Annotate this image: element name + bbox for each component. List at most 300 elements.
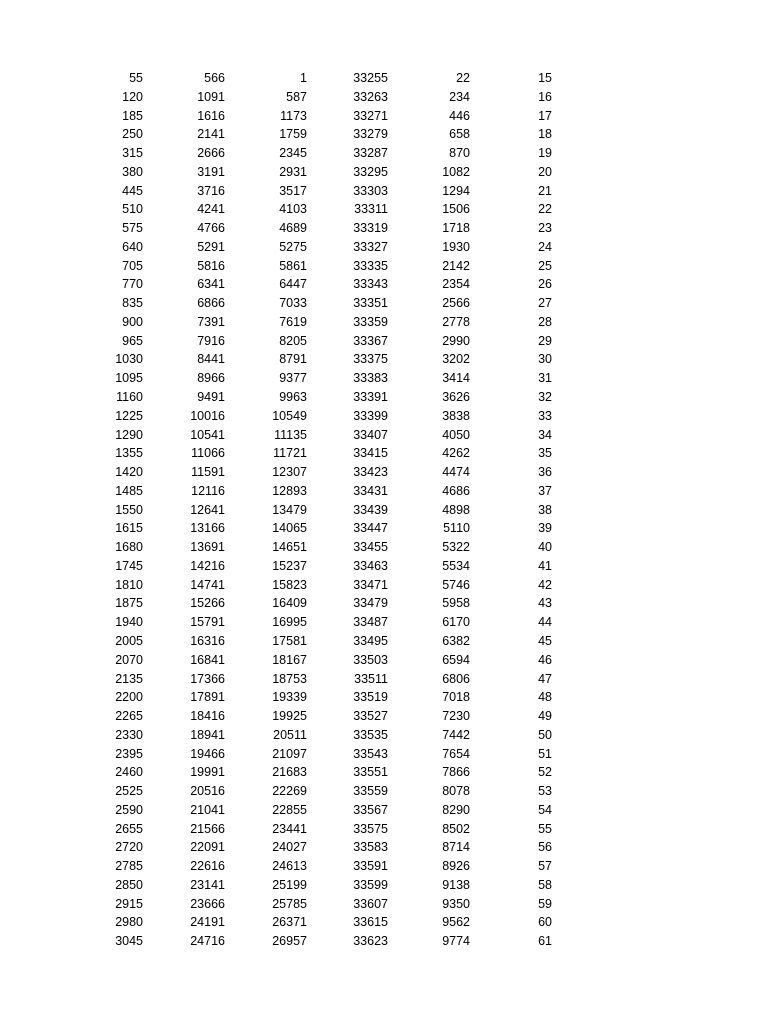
table-cell: 2265: [115, 709, 143, 724]
table-cell: 1615: [115, 521, 143, 536]
table-cell: 2395: [115, 746, 143, 761]
table-cell: 17366: [190, 671, 225, 686]
table-cell: 315: [122, 146, 143, 161]
table-cell: 3414: [442, 371, 470, 386]
table-row: [0, 632, 768, 651]
table-cell: 2980: [115, 915, 143, 930]
table-cell: 39: [538, 521, 552, 536]
table-cell: 8714: [442, 840, 470, 855]
table-cell: 19: [538, 146, 552, 161]
table-cell: 12893: [272, 483, 307, 498]
table-cell: 19466: [190, 746, 225, 761]
table-row: [0, 463, 768, 482]
table-cell: 15: [538, 71, 552, 85]
table-cell: 770: [122, 277, 143, 292]
table-cell: 1759: [279, 127, 307, 142]
table-cell: 4474: [442, 465, 470, 480]
table-row: [0, 294, 768, 313]
table-cell: 10549: [272, 408, 307, 423]
table-cell: 33327: [353, 239, 388, 254]
table-cell: 22616: [190, 859, 225, 874]
table-cell: 8966: [197, 371, 225, 386]
table-cell: 16409: [272, 596, 307, 611]
table-row: [0, 332, 768, 351]
table-cell: 45: [538, 633, 552, 648]
table-cell: 2850: [115, 877, 143, 892]
table-cell: 33599: [353, 877, 388, 892]
table-cell: 21683: [272, 765, 307, 780]
table-cell: 1680: [115, 540, 143, 555]
table-cell: 6806: [442, 671, 470, 686]
table-row: [0, 745, 768, 764]
table-cell: 1616: [197, 108, 225, 123]
table-row: [0, 782, 768, 801]
table-cell: 1082: [442, 164, 470, 179]
table-cell: 24027: [272, 840, 307, 855]
table-row: [0, 275, 768, 294]
table-cell: 2330: [115, 727, 143, 742]
table-cell: 26371: [272, 915, 307, 930]
table-cell: 2778: [442, 314, 470, 329]
table-cell: 18941: [190, 727, 225, 742]
table-cell: 2460: [115, 765, 143, 780]
table-cell: 1030: [115, 352, 143, 367]
table-cell: 26: [538, 277, 552, 292]
table-cell: 50: [538, 727, 552, 742]
table-cell: 7654: [442, 746, 470, 761]
table-cell: 15823: [272, 577, 307, 592]
table-cell: 17891: [190, 690, 225, 705]
table-cell: 33567: [353, 802, 388, 817]
table-cell: 9774: [442, 934, 470, 949]
table-cell: 19925: [272, 709, 307, 724]
table-cell: 13479: [272, 502, 307, 517]
table-cell: 33527: [353, 709, 388, 724]
table-cell: 33343: [353, 277, 388, 292]
table-cell: 13166: [190, 521, 225, 536]
table-cell: 55: [129, 71, 143, 85]
table-cell: 2655: [115, 821, 143, 836]
table-cell: 1294: [442, 183, 470, 198]
table-cell: 2915: [115, 896, 143, 911]
table-cell: 2785: [115, 859, 143, 874]
table-cell: 2354: [442, 277, 470, 292]
table-row: [0, 538, 768, 557]
table-cell: 26957: [272, 934, 307, 949]
table-row: [0, 88, 768, 107]
table-cell: 2566: [442, 296, 470, 311]
table-cell: 380: [122, 164, 143, 179]
table-cell: 21041: [190, 802, 225, 817]
table-row: [0, 125, 768, 144]
table-cell: 33391: [353, 390, 388, 405]
table-cell: 36: [538, 465, 552, 480]
table-cell: 3202: [442, 352, 470, 367]
table-cell: 16995: [272, 615, 307, 630]
table-cell: 33551: [353, 765, 388, 780]
table-cell: 24: [538, 239, 552, 254]
table-cell: 41: [538, 558, 552, 573]
table-cell: 33615: [353, 915, 388, 930]
table-cell: 33415: [353, 446, 388, 461]
table-cell: 19991: [190, 765, 225, 780]
table-cell: 32: [538, 390, 552, 405]
table-cell: 5291: [197, 239, 225, 254]
table-cell: 8290: [442, 802, 470, 817]
table-cell: 22091: [190, 840, 225, 855]
table-cell: 33399: [353, 408, 388, 423]
table-cell: 5322: [442, 540, 470, 555]
table-cell: 18416: [190, 709, 225, 724]
table-cell: 5861: [279, 258, 307, 273]
table-cell: 33511: [354, 671, 388, 686]
table-cell: 8441: [197, 352, 225, 367]
table-cell: 658: [449, 127, 470, 142]
table-cell: 234: [449, 89, 470, 104]
table-cell: 33487: [353, 615, 388, 630]
table-cell: 3191: [197, 164, 225, 179]
table-row: [0, 144, 768, 163]
table-cell: 58: [538, 877, 552, 892]
table-cell: 33543: [353, 746, 388, 761]
table-cell: 250: [122, 127, 143, 142]
table-cell: 1550: [115, 502, 143, 517]
table-cell: 4262: [442, 446, 470, 461]
table-cell: 9138: [442, 877, 470, 892]
table-cell: 12116: [191, 483, 225, 498]
table-cell: 1875: [115, 596, 143, 611]
table-row: [0, 913, 768, 932]
table-cell: 33431: [353, 483, 388, 498]
table-cell: 33271: [353, 108, 388, 123]
table-cell: 33: [538, 408, 552, 423]
table-cell: 2990: [442, 333, 470, 348]
table-cell: 1745: [115, 558, 143, 573]
table-cell: 24716: [190, 934, 225, 949]
table-cell: 4241: [197, 202, 225, 217]
table-cell: 6341: [197, 277, 225, 292]
table-cell: 3517: [279, 183, 307, 198]
table-cell: 18753: [272, 671, 307, 686]
table-cell: 7391: [197, 314, 225, 329]
table-cell: 25: [538, 258, 552, 273]
table-cell: 33319: [353, 221, 388, 236]
table-row: [0, 313, 768, 332]
table-cell: 1173: [280, 108, 307, 123]
table-cell: 900: [122, 314, 143, 329]
table-cell: 22855: [272, 802, 307, 817]
table-cell: 48: [538, 690, 552, 705]
table-cell: 8078: [442, 784, 470, 799]
table-cell: 870: [449, 146, 470, 161]
table-cell: 33583: [353, 840, 388, 855]
table-cell: 21: [538, 183, 552, 198]
table-cell: 566: [204, 71, 225, 85]
table-cell: 2005: [115, 633, 143, 648]
table-cell: 40: [538, 540, 552, 555]
table-cell: 16: [538, 89, 552, 104]
table-cell: 31: [538, 371, 552, 386]
table-row: [0, 594, 768, 613]
table-cell: 7916: [197, 333, 225, 348]
table-cell: 14651: [272, 540, 307, 555]
table-cell: 8926: [442, 859, 470, 874]
table-cell: 5275: [279, 239, 307, 254]
table-cell: 33375: [353, 352, 388, 367]
table-cell: 5816: [197, 258, 225, 273]
table-cell: 510: [122, 202, 143, 217]
table-cell: 33607: [353, 896, 388, 911]
table-cell: 1160: [116, 390, 143, 405]
table-cell: 10541: [190, 427, 225, 442]
table-row: [0, 576, 768, 595]
table-cell: 1810: [115, 577, 143, 592]
table-row: [0, 651, 768, 670]
table-cell: 965: [122, 333, 143, 348]
table-cell: 33455: [353, 540, 388, 555]
table-cell: 24613: [272, 859, 307, 874]
table-cell: 6594: [442, 652, 470, 667]
table-cell: 6866: [197, 296, 225, 311]
table-cell: 17: [538, 108, 552, 123]
table-cell: 1290: [115, 427, 143, 442]
table-row: [0, 857, 768, 876]
table-row: [0, 820, 768, 839]
table-cell: 28: [538, 314, 552, 329]
table-row: [0, 407, 768, 426]
table-cell: 33519: [353, 690, 388, 705]
table-cell: 33351: [353, 296, 388, 311]
table-cell: 2345: [279, 146, 307, 161]
table-cell: 9377: [279, 371, 307, 386]
table-cell: 9491: [197, 390, 225, 405]
table-row: [0, 444, 768, 463]
table-row: [0, 838, 768, 857]
table-cell: 2070: [115, 652, 143, 667]
table-cell: 18167: [272, 652, 307, 667]
table-cell: 35: [538, 446, 552, 461]
table-cell: 23141: [190, 877, 225, 892]
table-cell: 33263: [353, 89, 388, 104]
table-row: [0, 69, 768, 88]
table-cell: 33591: [353, 859, 388, 874]
table-cell: 51: [538, 746, 552, 761]
table-cell: 1355: [115, 446, 143, 461]
table-row: [0, 107, 768, 126]
table-cell: 3045: [115, 934, 143, 949]
table-cell: 22: [538, 202, 552, 217]
table-cell: 57: [538, 859, 552, 874]
table-cell: 2142: [442, 258, 470, 273]
table-cell: 13691: [190, 540, 225, 555]
table-cell: 5110: [443, 521, 470, 536]
table-cell: 1930: [442, 239, 470, 254]
table-cell: 23666: [190, 896, 225, 911]
table-cell: 14065: [272, 521, 307, 536]
table-cell: 4686: [442, 483, 470, 498]
table-cell: 59: [538, 896, 552, 911]
table-cell: 2720: [115, 840, 143, 855]
table-cell: 37: [538, 483, 552, 498]
table-cell: 7619: [279, 314, 307, 329]
table-cell: 2135: [115, 671, 143, 686]
table-cell: 33255: [353, 71, 388, 85]
table-cell: 11135: [274, 427, 307, 442]
table-cell: 42: [538, 577, 552, 592]
table-cell: 54: [538, 802, 552, 817]
table-cell: 2590: [115, 802, 143, 817]
table-cell: 25199: [272, 877, 307, 892]
table-cell: 33311: [354, 202, 388, 217]
table-cell: 120: [122, 89, 143, 104]
table-cell: 835: [122, 296, 143, 311]
table-cell: 33479: [353, 596, 388, 611]
table-cell: 21566: [190, 821, 225, 836]
table-cell: 22: [456, 71, 470, 85]
table-cell: 445: [122, 183, 143, 198]
table-cell: 587: [286, 89, 307, 104]
table-row: [0, 688, 768, 707]
table-row: [0, 895, 768, 914]
table-cell: 7230: [442, 709, 470, 724]
table-row: [0, 557, 768, 576]
table-cell: 33495: [353, 633, 388, 648]
table-cell: 33367: [353, 333, 388, 348]
table-cell: 15791: [190, 615, 225, 630]
table-cell: 56: [538, 840, 552, 855]
table-cell: 2525: [115, 784, 143, 799]
table-cell: 33623: [353, 934, 388, 949]
table-cell: 1095: [115, 371, 143, 386]
table-row: [0, 519, 768, 538]
table-cell: 12641: [190, 502, 225, 517]
table-row: [0, 726, 768, 745]
table-cell: 5746: [442, 577, 470, 592]
table-cell: 49: [538, 709, 552, 724]
table-cell: 27: [538, 296, 552, 311]
table-row: [0, 482, 768, 501]
table-cell: 8502: [442, 821, 470, 836]
table-row: [0, 501, 768, 520]
table-cell: 4050: [442, 427, 470, 442]
table-cell: 1506: [442, 202, 470, 217]
table-cell: 11066: [191, 446, 225, 461]
table-cell: 61: [538, 934, 552, 949]
table-row: [0, 670, 768, 689]
table-cell: 17581: [272, 633, 307, 648]
table-row: [0, 763, 768, 782]
table-cell: 9350: [442, 896, 470, 911]
table-cell: 20: [538, 164, 552, 179]
table-cell: 1485: [115, 483, 143, 498]
table-cell: 640: [122, 239, 143, 254]
table-cell: 33287: [353, 146, 388, 161]
table-row: [0, 932, 768, 951]
table-cell: 29: [538, 333, 552, 348]
table-cell: 33295: [353, 164, 388, 179]
table-row: [0, 182, 768, 201]
table-cell: 33439: [353, 502, 388, 517]
table-cell: 9963: [279, 390, 307, 405]
table-cell: 25785: [272, 896, 307, 911]
table-row: [0, 876, 768, 895]
table-row: [0, 707, 768, 726]
table-cell: 1940: [115, 615, 143, 630]
table-cell: 33503: [353, 652, 388, 667]
table-row: [0, 200, 768, 219]
table-cell: 34: [538, 427, 552, 442]
table-cell: 55: [538, 821, 552, 836]
table-cell: 15266: [190, 596, 225, 611]
table-cell: 8205: [279, 333, 307, 348]
table-cell: 6382: [442, 633, 470, 648]
table-cell: 3716: [197, 183, 225, 198]
table-cell: 6447: [279, 277, 307, 292]
table-row: [0, 257, 768, 276]
table-cell: 3838: [442, 408, 470, 423]
table-cell: 10016: [190, 408, 225, 423]
table-cell: 21097: [272, 746, 307, 761]
table-cell: 33463: [353, 558, 388, 573]
table-cell: 6170: [442, 615, 470, 630]
spreadsheet-data-table: [0, 69, 768, 951]
table-cell: 22269: [272, 784, 307, 799]
table-cell: 7018: [442, 690, 470, 705]
table-cell: 8791: [279, 352, 307, 367]
table-row: [0, 369, 768, 388]
table-cell: 30: [538, 352, 552, 367]
table-cell: 2931: [279, 164, 307, 179]
table-row: [0, 238, 768, 257]
table-cell: 5534: [442, 558, 470, 573]
table-cell: 23: [538, 221, 552, 236]
table-cell: 12307: [272, 465, 307, 480]
table-cell: 16841: [190, 652, 225, 667]
table-cell: 18: [538, 127, 552, 142]
table-cell: 33575: [353, 821, 388, 836]
table-row: [0, 388, 768, 407]
table-cell: 1: [300, 71, 307, 85]
table-cell: 446: [449, 108, 470, 123]
table-cell: 38: [538, 502, 552, 517]
table-row: [0, 350, 768, 369]
table-cell: 20516: [190, 784, 225, 799]
table-cell: 33359: [353, 314, 388, 329]
table-cell: 4103: [279, 202, 307, 217]
table-cell: 33303: [353, 183, 388, 198]
table-cell: 16316: [190, 633, 225, 648]
table-cell: 33423: [353, 465, 388, 480]
table-cell: 53: [538, 784, 552, 799]
table-cell: 705: [122, 258, 143, 273]
table-cell: 33383: [353, 371, 388, 386]
table-cell: 4898: [442, 502, 470, 517]
table-cell: 7033: [279, 296, 307, 311]
table-cell: 24191: [190, 915, 225, 930]
table-cell: 52: [538, 765, 552, 780]
table-cell: 19339: [272, 690, 307, 705]
table-cell: 60: [538, 915, 552, 930]
table-cell: 33535: [353, 727, 388, 742]
table-cell: 47: [538, 671, 552, 686]
table-cell: 9562: [442, 915, 470, 930]
table-cell: 4766: [197, 221, 225, 236]
table-cell: 1091: [197, 89, 225, 104]
table-cell: 1225: [115, 408, 143, 423]
table-cell: 2141: [197, 127, 225, 142]
table-cell: 14741: [190, 577, 225, 592]
table-cell: 33335: [353, 258, 388, 273]
